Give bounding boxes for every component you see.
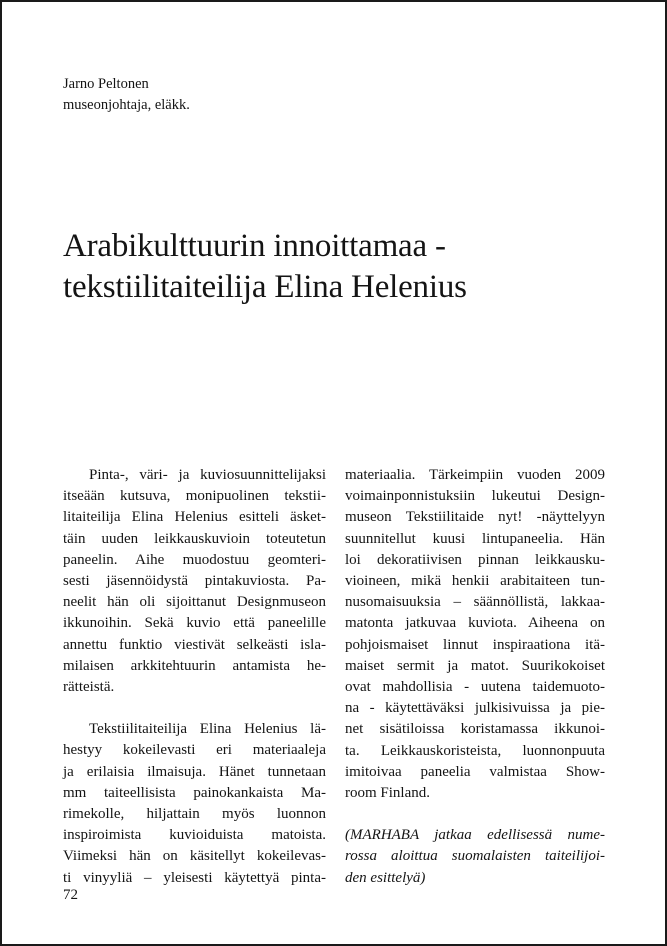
text-line: rossa aloittua suomalaisten taiteilijoi- [345, 848, 605, 865]
paragraph [63, 719, 326, 889]
text-line: rimekolle, hiljattain myös luonnon [63, 806, 326, 823]
text-line: Tekstiilitaiteilija Elina Helenius lä- [89, 721, 326, 738]
text-line: materiaalia. Tärkeimpiin vuoden 2009 [345, 467, 605, 483]
text-line: suunnitellut kuusi lintupaneelia. Hän [345, 530, 605, 547]
page-number: 72 [63, 887, 78, 903]
paragraph [63, 465, 326, 698]
author-block [63, 74, 190, 116]
text-line: rätteistä. [63, 679, 115, 696]
text-line: inspiroimista kuvioiduista matoista. [63, 827, 326, 844]
text-line: täin uuden leikkauskuvioin toteutetun [63, 530, 326, 547]
text-column-left [63, 465, 326, 889]
author-name: Jarno Peltonen [63, 76, 149, 92]
text-line: paneelin. Aihe muodostuu geomteri- [63, 551, 326, 568]
text-line: ta. Leikkauskoristeista, luonnonpuuta [345, 742, 605, 759]
paragraph [345, 465, 605, 804]
text-line: nusomaisuuksia – säännöllistä, lakkaa- [345, 594, 605, 611]
text-line: neelit hän oli sijoittanut Designmuseon [63, 594, 326, 611]
text-line: matonta jatkuvaa kuviota. Aiheena on [345, 615, 605, 632]
text-line: room Finland. [345, 785, 430, 802]
text-line: vioineen, mikä henkii arabitaiteen tun- [345, 573, 605, 590]
text-line: (MARHABA jatkaa edellisessä nume- [345, 827, 605, 844]
text-line: imitoivaa paneelia valmistaa Show- [345, 763, 605, 780]
title-line: Arabikulttuurin innoittamaa - [63, 228, 446, 264]
text-line: milaisen arkkitehtuurin antamista he- [63, 657, 326, 674]
text-column-right [345, 465, 605, 889]
text-line: net sisätiloissa koristamassa ikkunoi- [345, 721, 605, 738]
text-line: museon Tekstiilitaide nyt! -näyttelyyn [345, 509, 605, 526]
text-line: na - käytettäväksi julkisivuissa ja pie- [345, 700, 605, 717]
text-line: den esittelyä) [345, 869, 426, 886]
text-line: Pinta-, väri- ja kuviosuunnittelijaksi [89, 467, 326, 483]
text-line: ja erilaisia ilmaisuja. Hänet tunnetaan [63, 763, 326, 780]
text-line: ti vinyyliä – yleisesti käytettyä pinta- [63, 869, 326, 886]
text-line: loi dekoratiivisen pinnan leikkausku- [345, 551, 605, 568]
text-line: hestyy kokeilevasti eri materiaaleja [63, 742, 326, 759]
editor-note [345, 825, 605, 889]
text-line: maiset sermit ja matot. Suurikokoiset [345, 657, 605, 674]
text-line: annettu funktio viestivät selkeästi isla- [63, 636, 326, 653]
text-line: sesti jäsennöidystä pintakuviosta. Pa- [63, 573, 326, 590]
text-line: itseään kutsuva, monipuolinen tekstii- [63, 488, 326, 505]
text-line: pohjoismaiset linnut inspiraationa itä- [345, 636, 605, 653]
text-line: mm taiteellisista painokankaista Ma- [63, 784, 326, 801]
text-line: ovat mahdollisia - uutena taidemuoto- [345, 679, 605, 696]
article-title [63, 226, 467, 308]
text-line: voimainponnistuksiin lukeutui Design- [345, 488, 605, 505]
title-line: tekstiilitaiteilija Elina Helenius [63, 269, 467, 305]
author-role: museonjohtaja, eläkk. [63, 97, 190, 113]
text-line: Viimeksi hän on käsitellyt kokeilevas- [63, 848, 326, 865]
text-line: ikkunoihin. Sekä kuvio että paneelille [63, 615, 326, 632]
text-line: litaiteilija Elina Helenius esitteli äsket- [63, 509, 326, 526]
